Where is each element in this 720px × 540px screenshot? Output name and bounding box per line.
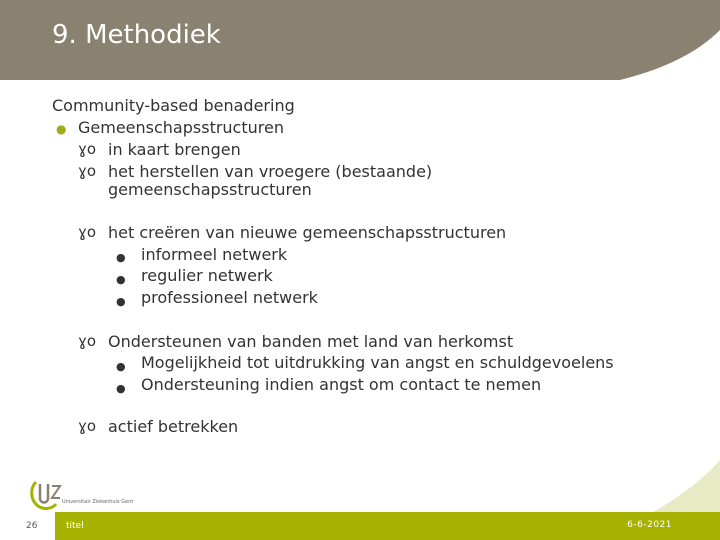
university-logo bbox=[30, 478, 160, 512]
list-item: Mogelijkheid tot uitdrukking van angst en schuldgevoelens bbox=[141, 353, 614, 372]
list-item-continuation: gemeenschapsstructuren bbox=[108, 180, 312, 199]
list-item: professioneel netwerk bbox=[141, 288, 318, 307]
footer-date: 6-6-2021 bbox=[627, 520, 672, 530]
logo-text: Universitair Ziekenhuis Gent bbox=[62, 499, 134, 505]
bullet-dot: ● bbox=[116, 382, 126, 395]
list-item: in kaart brengen bbox=[108, 140, 241, 159]
slide-title: 9. Methodiek bbox=[52, 20, 221, 50]
list-item: het herstellen van vroegere (bestaande) bbox=[108, 162, 433, 181]
bullet-dot: ● bbox=[116, 360, 126, 373]
footer-title: titel bbox=[66, 521, 84, 531]
page-number: 26 bbox=[26, 521, 38, 531]
list-item: regulier netwerk bbox=[141, 266, 273, 285]
arrow-bullet-icon: ɣo bbox=[78, 223, 97, 241]
bullet-dot: ● bbox=[116, 273, 126, 286]
list-item: het creëren van nieuwe gemeenschapsstructuren bbox=[108, 223, 507, 242]
arrow-bullet-icon: ɣo bbox=[78, 417, 97, 435]
arrow-bullet-icon: ɣo bbox=[78, 140, 97, 158]
header-decoration bbox=[490, 0, 720, 80]
bullet-dot: ● bbox=[116, 295, 126, 308]
content-heading: Community-based benadering bbox=[52, 96, 295, 115]
bullet-dot: ● bbox=[56, 122, 67, 136]
footer-bar bbox=[0, 512, 720, 540]
bullet-dot: ● bbox=[116, 251, 126, 264]
list-item: actief betrekken bbox=[108, 417, 239, 436]
list-item: Ondersteuning indien angst om contact te nemen bbox=[141, 375, 542, 394]
list-item: Gemeenschapsstructuren bbox=[78, 118, 284, 137]
list-item: Ondersteunen van banden met land van herkomst bbox=[108, 332, 514, 351]
arrow-bullet-icon: ɣo bbox=[78, 162, 97, 180]
list-item: informeel netwerk bbox=[141, 245, 288, 264]
arrow-bullet-icon: ɣo bbox=[78, 332, 97, 350]
